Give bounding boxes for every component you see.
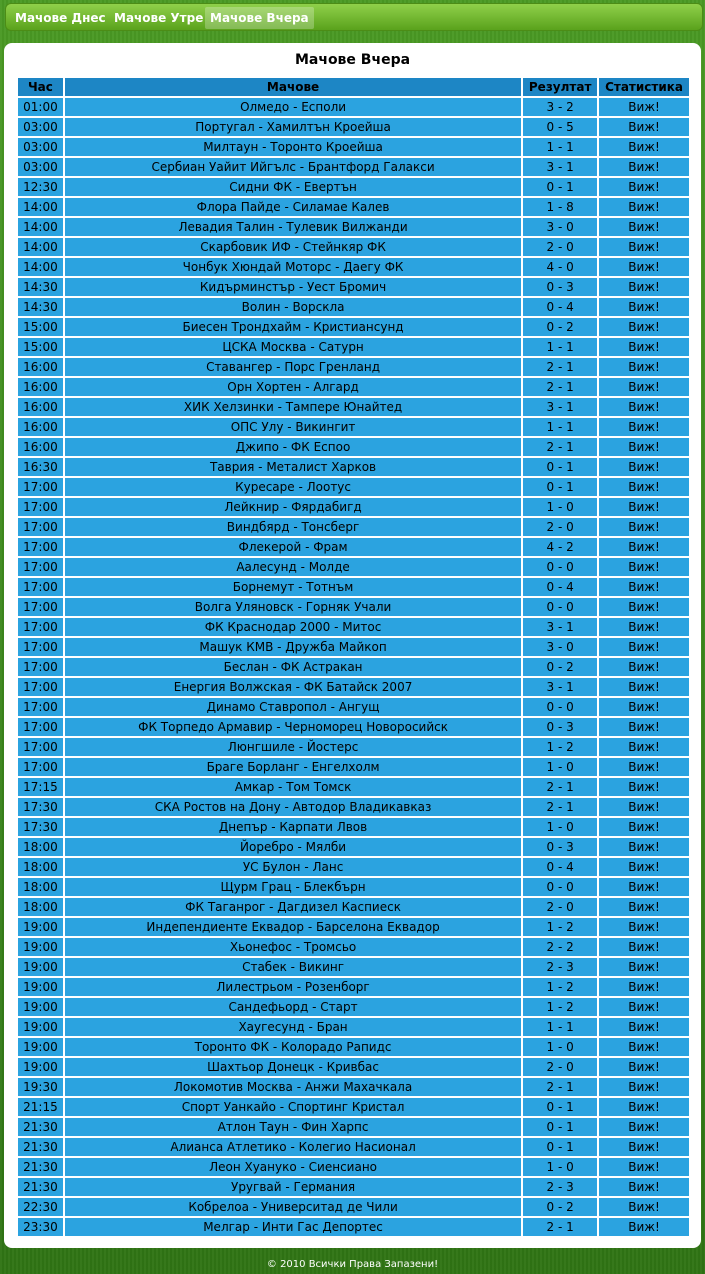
column-header-result: Резултат [523,78,597,96]
match-time: 17:00 [18,718,63,736]
match-score: 1 - 0 [523,758,597,776]
match-time: 22:30 [18,1198,63,1216]
table-row [18,1158,689,1176]
match-score: 0 - 2 [523,658,597,676]
match-time: 17:15 [18,778,63,796]
stats-link[interactable]: Виж! [599,1138,689,1156]
match-time: 17:00 [18,538,63,556]
match-time: 03:00 [18,158,63,176]
match-score: 2 - 3 [523,958,597,976]
stats-link[interactable]: Виж! [599,258,689,276]
table-row [18,278,689,296]
table-row [18,578,689,596]
stats-link[interactable]: Виж! [599,278,689,296]
table-row [18,718,689,736]
match-time: 19:00 [18,1018,63,1036]
table-row [18,858,689,876]
match-teams: Биесен Трондхайм - Кристиансунд [65,318,521,336]
match-time: 21:15 [18,1098,63,1116]
match-teams: Стабек - Викинг [65,958,521,976]
match-score: 1 - 0 [523,818,597,836]
match-score: 1 - 2 [523,978,597,996]
stats-link[interactable]: Виж! [599,518,689,536]
match-score: 2 - 0 [523,1058,597,1076]
table-row [18,438,689,456]
match-teams: Кобрелоа - Университад де Чили [65,1198,521,1216]
match-score: 0 - 3 [523,838,597,856]
table-row [18,98,689,116]
table-row [18,638,689,656]
table-row [18,118,689,136]
match-time: 14:30 [18,298,63,316]
stats-link[interactable]: Виж! [599,1198,689,1216]
match-time: 03:00 [18,118,63,136]
table-row [18,898,689,916]
match-score: 0 - 0 [523,598,597,616]
stats-link[interactable]: Виж! [599,738,689,756]
table-row [18,958,689,976]
table-row [18,1098,689,1116]
table-row [18,998,689,1016]
match-score: 4 - 0 [523,258,597,276]
match-time: 21:30 [18,1158,63,1176]
match-teams: Сербиан Уайит Ийгълс - Брантфорд Галакси [65,158,521,176]
match-teams: ФК Таганрог - Дагдизел Каспиеск [65,898,521,916]
match-score: 1 - 1 [523,138,597,156]
match-score: 0 - 1 [523,1098,597,1116]
match-teams: Чонбук Хюндай Моторс - Даегу ФК [65,258,521,276]
match-time: 17:00 [18,738,63,756]
match-score: 1 - 2 [523,738,597,756]
match-score: 0 - 2 [523,1198,597,1216]
table-row [18,518,689,536]
table-row [18,258,689,276]
match-score: 2 - 1 [523,378,597,396]
column-header-time: Час [18,78,63,96]
table-row [18,418,689,436]
stats-link[interactable]: Виж! [599,638,689,656]
match-time: 17:00 [18,758,63,776]
match-time: 16:00 [18,398,63,416]
table-row [18,218,689,236]
table-row [18,398,689,416]
stats-link[interactable]: Виж! [599,418,689,436]
match-score: 0 - 3 [523,278,597,296]
match-time: 18:00 [18,878,63,896]
match-score: 2 - 1 [523,358,597,376]
stats-link[interactable]: Виж! [599,318,689,336]
match-score: 0 - 4 [523,298,597,316]
match-teams: Борнемут - Тотнъм [65,578,521,596]
stats-link[interactable]: Виж! [599,358,689,376]
match-time: 15:00 [18,338,63,356]
match-time: 19:00 [18,1038,63,1056]
table-row [18,1198,689,1216]
stats-link[interactable]: Виж! [599,678,689,696]
table-row [18,558,689,576]
match-time: 21:30 [18,1138,63,1156]
match-score: 0 - 1 [523,458,597,476]
stats-link[interactable]: Виж! [599,158,689,176]
content-panel [4,43,701,1248]
table-row [18,838,689,856]
match-teams: Скарбовик ИФ - Стейнкяр ФК [65,238,521,256]
table-row [18,1218,689,1236]
match-teams: Виндбярд - Тонсберг [65,518,521,536]
stats-link[interactable]: Виж! [599,598,689,616]
match-score: 2 - 1 [523,1218,597,1236]
match-teams: Беслан - ФК Астракан [65,658,521,676]
match-time: 14:00 [18,238,63,256]
match-score: 0 - 2 [523,318,597,336]
match-teams: ЦСКА Москва - Сатурн [65,338,521,356]
stats-link[interactable]: Виж! [599,1078,689,1096]
stats-link[interactable]: Виж! [599,1158,689,1176]
match-score: 0 - 5 [523,118,597,136]
match-time: 01:00 [18,98,63,116]
match-time: 17:00 [18,598,63,616]
match-teams: Спорт Уанкайо - Спортинг Кристал [65,1098,521,1116]
match-score: 0 - 1 [523,1138,597,1156]
match-time: 17:00 [18,658,63,676]
table-row [18,1018,689,1036]
column-header-match: Мачове [65,78,521,96]
matches-table-body [18,98,689,1236]
match-score: 1 - 1 [523,1018,597,1036]
match-score: 0 - 4 [523,858,597,876]
match-score: 0 - 3 [523,718,597,736]
stats-link[interactable]: Виж! [599,918,689,936]
match-teams: УС Булон - Ланс [65,858,521,876]
table-row [18,1038,689,1056]
stats-link[interactable]: Виж! [599,698,689,716]
table-row [18,978,689,996]
match-teams: Флора Пайде - Силамае Калев [65,198,521,216]
stats-link[interactable]: Виж! [599,798,689,816]
match-score: 3 - 0 [523,638,597,656]
stats-link[interactable]: Виж! [599,478,689,496]
table-row [18,1078,689,1096]
table-row [18,738,689,756]
table-row [18,1118,689,1136]
stats-link[interactable]: Виж! [599,998,689,1016]
match-teams: Джипо - ФК Еспоо [65,438,521,456]
match-teams: Куресаре - Лоотус [65,478,521,496]
match-teams: Волга Уляновск - Горняк Учали [65,598,521,616]
table-row [18,1058,689,1076]
match-score: 1 - 1 [523,338,597,356]
match-teams: ХИК Хелзинки - Тампере Юнайтед [65,398,521,416]
match-time: 17:00 [18,698,63,716]
stats-link[interactable]: Виж! [599,398,689,416]
top-navigation [5,3,703,31]
page-title: Мачове Вчера [294,52,411,68]
match-time: 17:00 [18,638,63,656]
table-row [18,698,689,716]
stats-link[interactable]: Виж! [599,378,689,396]
match-score: 3 - 1 [523,618,597,636]
match-score: 1 - 2 [523,998,597,1016]
match-score: 3 - 1 [523,158,597,176]
table-row [18,458,689,476]
table-row [18,918,689,936]
stats-link[interactable]: Виж! [599,818,689,836]
table-header-row [18,78,689,96]
stats-link[interactable]: Виж! [599,758,689,776]
match-teams: СКА Ростов на Дону - Автодор Владикавказ [65,798,521,816]
match-time: 18:00 [18,838,63,856]
stats-link[interactable]: Виж! [599,938,689,956]
match-time: 17:30 [18,798,63,816]
match-teams: Индепендиенте Еквадор - Барселона Еквадор [65,918,521,936]
match-score: 3 - 1 [523,678,597,696]
table-row [18,178,689,196]
match-score: 1 - 1 [523,418,597,436]
match-time: 17:00 [18,478,63,496]
table-row [18,758,689,776]
table-row [18,158,689,176]
stats-link[interactable]: Виж! [599,1058,689,1076]
stats-link[interactable]: Виж! [599,858,689,876]
match-teams: Машук КМВ - Дружба Майкоп [65,638,521,656]
match-teams: Браге Борланг - Енгелхолм [65,758,521,776]
matches-table [16,76,691,1238]
table-row [18,798,689,816]
match-time: 16:00 [18,358,63,376]
match-teams: Сандефьорд - Старт [65,998,521,1016]
table-row [18,318,689,336]
stats-link[interactable]: Виж! [599,898,689,916]
match-score: 2 - 3 [523,1178,597,1196]
table-row [18,818,689,836]
match-teams: Торонто ФК - Колорадо Рапидс [65,1038,521,1056]
match-teams: Аалесунд - Молде [65,558,521,576]
table-row [18,658,689,676]
match-teams: Хаугесунд - Бран [65,1018,521,1036]
table-row [18,618,689,636]
match-teams: Енергия Волжская - ФК Батайск 2007 [65,678,521,696]
stats-link[interactable]: Виж! [599,658,689,676]
table-row [18,878,689,896]
table-row [18,598,689,616]
match-teams: Мелгар - Инти Гас Депортес [65,1218,521,1236]
table-row [18,138,689,156]
match-teams: Кидърминстър - Уест Бромич [65,278,521,296]
match-time: 19:00 [18,958,63,976]
stats-link[interactable]: Виж! [599,438,689,456]
table-row [18,298,689,316]
column-header-stats: Статистика [599,78,689,96]
stats-link[interactable]: Виж! [599,978,689,996]
stats-link[interactable]: Виж! [599,118,689,136]
table-row [18,498,689,516]
match-time: 14:00 [18,198,63,216]
match-score: 2 - 1 [523,438,597,456]
match-time: 14:30 [18,278,63,296]
match-score: 4 - 2 [523,538,597,556]
table-row [18,198,689,216]
match-teams: Леон Хуануко - Сиенсиано [65,1158,521,1176]
match-time: 19:00 [18,978,63,996]
match-score: 0 - 0 [523,698,597,716]
match-time: 19:30 [18,1078,63,1096]
match-time: 21:30 [18,1178,63,1196]
table-row [18,778,689,796]
match-score: 0 - 4 [523,578,597,596]
stats-link[interactable]: Виж! [599,238,689,256]
match-score: 0 - 0 [523,558,597,576]
stats-link[interactable]: Виж! [599,1018,689,1036]
match-teams: Шахтьор Донецк - Кривбас [65,1058,521,1076]
match-teams: Португал - Хамилтън Кроейша [65,118,521,136]
stats-link[interactable]: Виж! [599,558,689,576]
match-score: 2 - 2 [523,938,597,956]
table-row [18,1178,689,1196]
match-score: 0 - 0 [523,878,597,896]
match-teams: Волин - Ворскла [65,298,521,316]
match-teams: Ставангер - Порс Гренланд [65,358,521,376]
stats-link[interactable]: Виж! [599,958,689,976]
table-row [18,678,689,696]
match-time: 16:00 [18,418,63,436]
stats-link[interactable]: Виж! [599,778,689,796]
match-score: 1 - 0 [523,1038,597,1056]
match-score: 2 - 0 [523,238,597,256]
match-time: 14:00 [18,218,63,236]
match-teams: Сидни ФК - Евертън [65,178,521,196]
match-score: 0 - 1 [523,478,597,496]
match-time: 16:30 [18,458,63,476]
table-row [18,238,689,256]
table-row [18,358,689,376]
match-teams: Щурм Грац - Блекбърн [65,878,521,896]
stats-link[interactable]: Виж! [599,458,689,476]
match-time: 17:00 [18,618,63,636]
tab-yesterday[interactable]: Мачове Вчера [205,7,314,29]
match-time: 12:30 [18,178,63,196]
stats-link[interactable]: Виж! [599,218,689,236]
stats-link[interactable]: Виж! [599,98,689,116]
stats-link[interactable]: Виж! [599,718,689,736]
match-time: 17:00 [18,498,63,516]
table-row [18,538,689,556]
table-row [18,378,689,396]
match-teams: Атлон Таун - Фин Харпс [65,1118,521,1136]
match-time: 17:00 [18,578,63,596]
stats-link[interactable]: Виж! [599,178,689,196]
stats-link[interactable]: Виж! [599,578,689,596]
match-time: 03:00 [18,138,63,156]
match-time: 17:00 [18,558,63,576]
match-teams: Локомотив Москва - Анжи Махачкала [65,1078,521,1096]
match-teams: ФК Краснодар 2000 - Митос [65,618,521,636]
match-time: 23:30 [18,1218,63,1236]
match-time: 18:00 [18,858,63,876]
stats-link[interactable]: Виж! [599,538,689,556]
match-time: 17:30 [18,818,63,836]
match-teams: Орн Хортен - Алгард [65,378,521,396]
match-teams: Лилестрьом - Розенборг [65,978,521,996]
match-teams: Днепър - Карпати Лвов [65,818,521,836]
stats-link[interactable]: Виж! [599,498,689,516]
match-teams: Олмедо - Есполи [65,98,521,116]
stats-link[interactable]: Виж! [599,1098,689,1116]
stats-link[interactable]: Виж! [599,618,689,636]
match-time: 18:00 [18,898,63,916]
stats-link[interactable]: Виж! [599,298,689,316]
tab-tomorrow[interactable]: Мачове Утре [114,11,204,25]
match-time: 14:00 [18,258,63,276]
table-row [18,938,689,956]
match-teams: Уругвай - Германия [65,1178,521,1196]
match-teams: Динамо Ставропол - Ангущ [65,698,521,716]
footer-copyright: © 2010 Всички Права Запазени! [266,1259,439,1270]
match-teams: Алианса Атлетико - Колегио Насионал [65,1138,521,1156]
tab-today[interactable]: Мачове Днес [15,11,106,25]
match-time: 19:00 [18,918,63,936]
stats-link[interactable]: Виж! [599,338,689,356]
match-score: 2 - 1 [523,1078,597,1096]
match-score: 1 - 8 [523,198,597,216]
match-score: 2 - 1 [523,798,597,816]
match-time: 19:00 [18,998,63,1016]
match-score: 1 - 2 [523,918,597,936]
stats-link[interactable]: Виж! [599,1118,689,1136]
match-teams: Хьонефос - Тромсьо [65,938,521,956]
match-teams: Лейкнир - Фярдабигд [65,498,521,516]
match-time: 19:00 [18,1058,63,1076]
match-time: 16:00 [18,438,63,456]
match-score: 0 - 1 [523,178,597,196]
match-teams: Таврия - Металист Харков [65,458,521,476]
match-time: 21:30 [18,1118,63,1136]
match-teams: Амкар - Том Томск [65,778,521,796]
table-row [18,338,689,356]
stats-link[interactable]: Виж! [599,1178,689,1196]
stats-link[interactable]: Виж! [599,1218,689,1236]
match-time: 16:00 [18,378,63,396]
match-teams: Флекерой - Фрам [65,538,521,556]
match-teams: Йоребро - Мялби [65,838,521,856]
match-score: 1 - 0 [523,498,597,516]
stats-link[interactable]: Виж! [599,138,689,156]
match-teams: Милтаун - Торонто Кроейша [65,138,521,156]
match-score: 2 - 0 [523,898,597,916]
table-row [18,478,689,496]
match-score: 2 - 0 [523,518,597,536]
match-time: 15:00 [18,318,63,336]
match-score: 3 - 0 [523,218,597,236]
match-score: 3 - 2 [523,98,597,116]
match-time: 19:00 [18,938,63,956]
match-score: 2 - 1 [523,778,597,796]
match-score: 0 - 1 [523,1118,597,1136]
stats-link[interactable]: Виж! [599,878,689,896]
match-teams: Люнгшиле - Йостерс [65,738,521,756]
match-score: 3 - 1 [523,398,597,416]
match-time: 17:00 [18,678,63,696]
match-teams: ОПС Улу - Викингит [65,418,521,436]
match-score: 1 - 0 [523,1158,597,1176]
match-time: 17:00 [18,518,63,536]
stats-link[interactable]: Виж! [599,198,689,216]
match-teams: ФК Торпедо Армавир - Черноморец Новоросийск [65,718,521,736]
match-teams: Левадия Талин - Тулевик Вилжанди [65,218,521,236]
table-row [18,1138,689,1156]
stats-link[interactable]: Виж! [599,1038,689,1056]
stats-link[interactable]: Виж! [599,838,689,856]
